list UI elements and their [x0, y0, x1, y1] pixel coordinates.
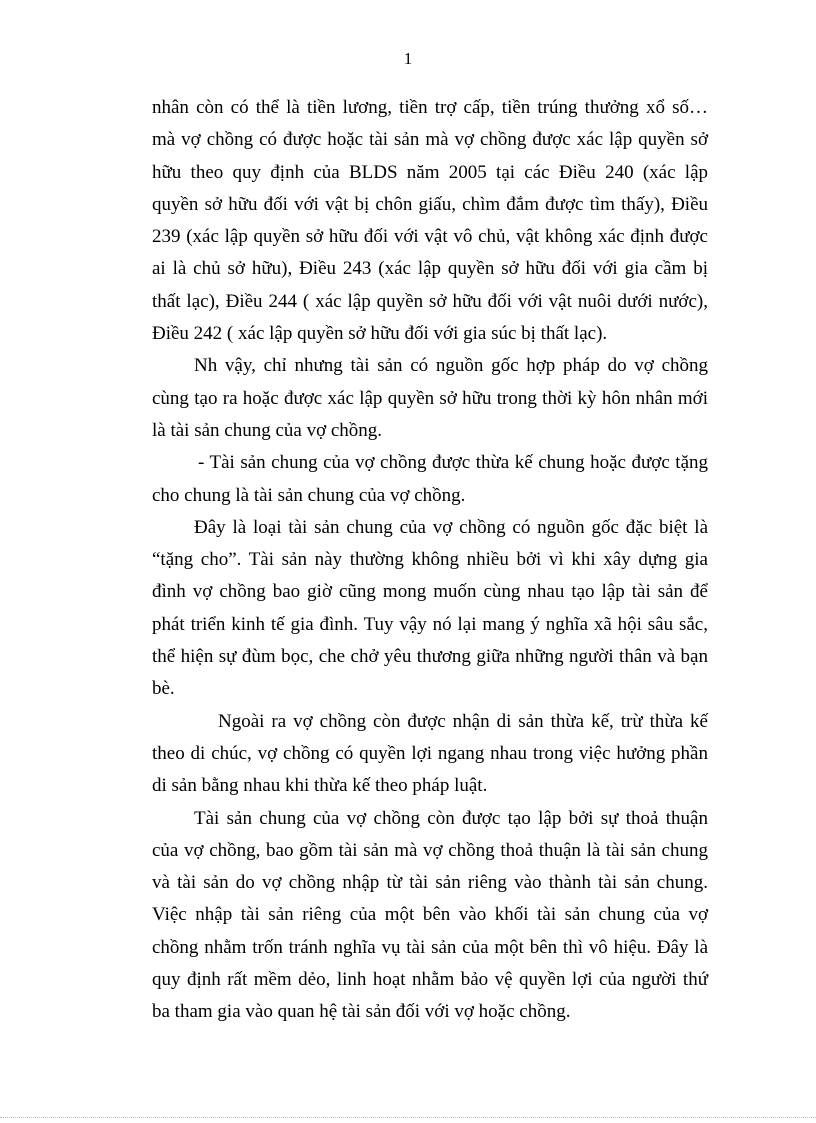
- text-line: ba tham gia vào quan hệ tài sản đối với vợ hoặc chồng.: [152, 1001, 571, 1023]
- text-line: Ngoài ra vợ chồng còn được nhận di sản thừa kế, trừ thừa kế: [218, 710, 708, 732]
- document-body: [152, 92, 708, 1029]
- page-bottom-divider: [0, 1117, 816, 1118]
- text-line: Việc nhập tài sản riêng của một bên vào khối tài sản chung của vợ: [152, 904, 708, 926]
- text-line: bè.: [152, 678, 175, 700]
- text-line: 239 (xác lập quyền sở hữu đối với vật vô chủ, vật không xác định được: [152, 226, 708, 248]
- text-line: thể hiện sự đùm bọc, che chở yêu thương giữa những người thân và bạn: [152, 646, 708, 668]
- text-line: của vợ chồng, bao gồm tài sản mà vợ chồng thoả thuận là tài sản chung: [152, 839, 708, 861]
- text-line: theo di chúc, vợ chồng có quyền lợi ngang nhau trong việc hưởng phần: [152, 742, 708, 764]
- text-line: mà vợ chồng có được hoặc tài sản mà vợ chồng được xác lập quyền sở: [152, 129, 708, 151]
- text-line: hữu theo quy định của BLDS năm 2005 tại các Điều 240 (xác lập: [152, 161, 708, 183]
- text-line: cho chung là tài sản chung của vợ chồng.: [152, 484, 466, 506]
- text-line: Tài sản chung của vợ chồng còn được tạo lập bởi sự thoả thuận: [194, 807, 708, 829]
- text-line: di sản bằng nhau khi thừa kế theo pháp luật.: [152, 775, 488, 797]
- text-line: cùng tạo ra hoặc được xác lập quyền sở hữu trong thời kỳ hôn nhân mới: [152, 387, 708, 409]
- text-line: quy định rất mềm dẻo, linh hoạt nhằm bảo vệ quyền lợi của người thứ: [152, 969, 708, 991]
- text-line: Nh vậy, chỉ nhưng tài sản có nguồn gốc hợp pháp do vợ chồng: [194, 355, 708, 377]
- text-line: và tài sản do vợ chồng nhập từ tài sản riêng vào thành tài sản chung.: [152, 872, 708, 894]
- text-line: Điều 242 ( xác lập quyền sở hữu đối với gia súc bị thất lạc).: [152, 323, 608, 345]
- text-line: phát triển kinh tế gia đình. Tuy vậy nó lại mang ý nghĩa xã hội sâu sắc,: [152, 613, 708, 635]
- text-line: ai là chủ sở hữu), Điều 243 (xác lập quyền sở hữu đối với gia cầm bị: [152, 258, 708, 280]
- page-number: 1: [403, 49, 413, 68]
- text-line: đình vợ chồng bao giờ cũng mong muốn cùng nhau tạo lập tài sản để: [152, 581, 708, 603]
- text-line: “tặng cho”. Tài sản này thường không nhiều bởi vì khi xây dựng gia: [152, 549, 708, 571]
- text-line: - Tài sản chung của vợ chồng được thừa kế chung hoặc được tặng: [198, 452, 708, 474]
- text-line: quyền sở hữu đối với vật bị chôn giấu, chìm đắm được tìm thấy), Điều: [152, 193, 708, 215]
- text-line: chồng nhằm trốn tránh nghĩa vụ tài sản của một bên thì vô hiệu. Đây là: [152, 936, 708, 958]
- text-line: thất lạc), Điều 244 ( xác lập quyền sở hữu đối với vật nuôi dưới nước),: [152, 290, 708, 312]
- text-line: Đây là loại tài sản chung của vợ chồng có nguồn gốc đặc biệt là: [194, 516, 708, 538]
- text-line: là tài sản chung của vợ chồng.: [152, 419, 383, 441]
- text-line: nhân còn có thể là tiền lương, tiền trợ cấp, tiền trúng thưởng xổ số…: [152, 97, 708, 118]
